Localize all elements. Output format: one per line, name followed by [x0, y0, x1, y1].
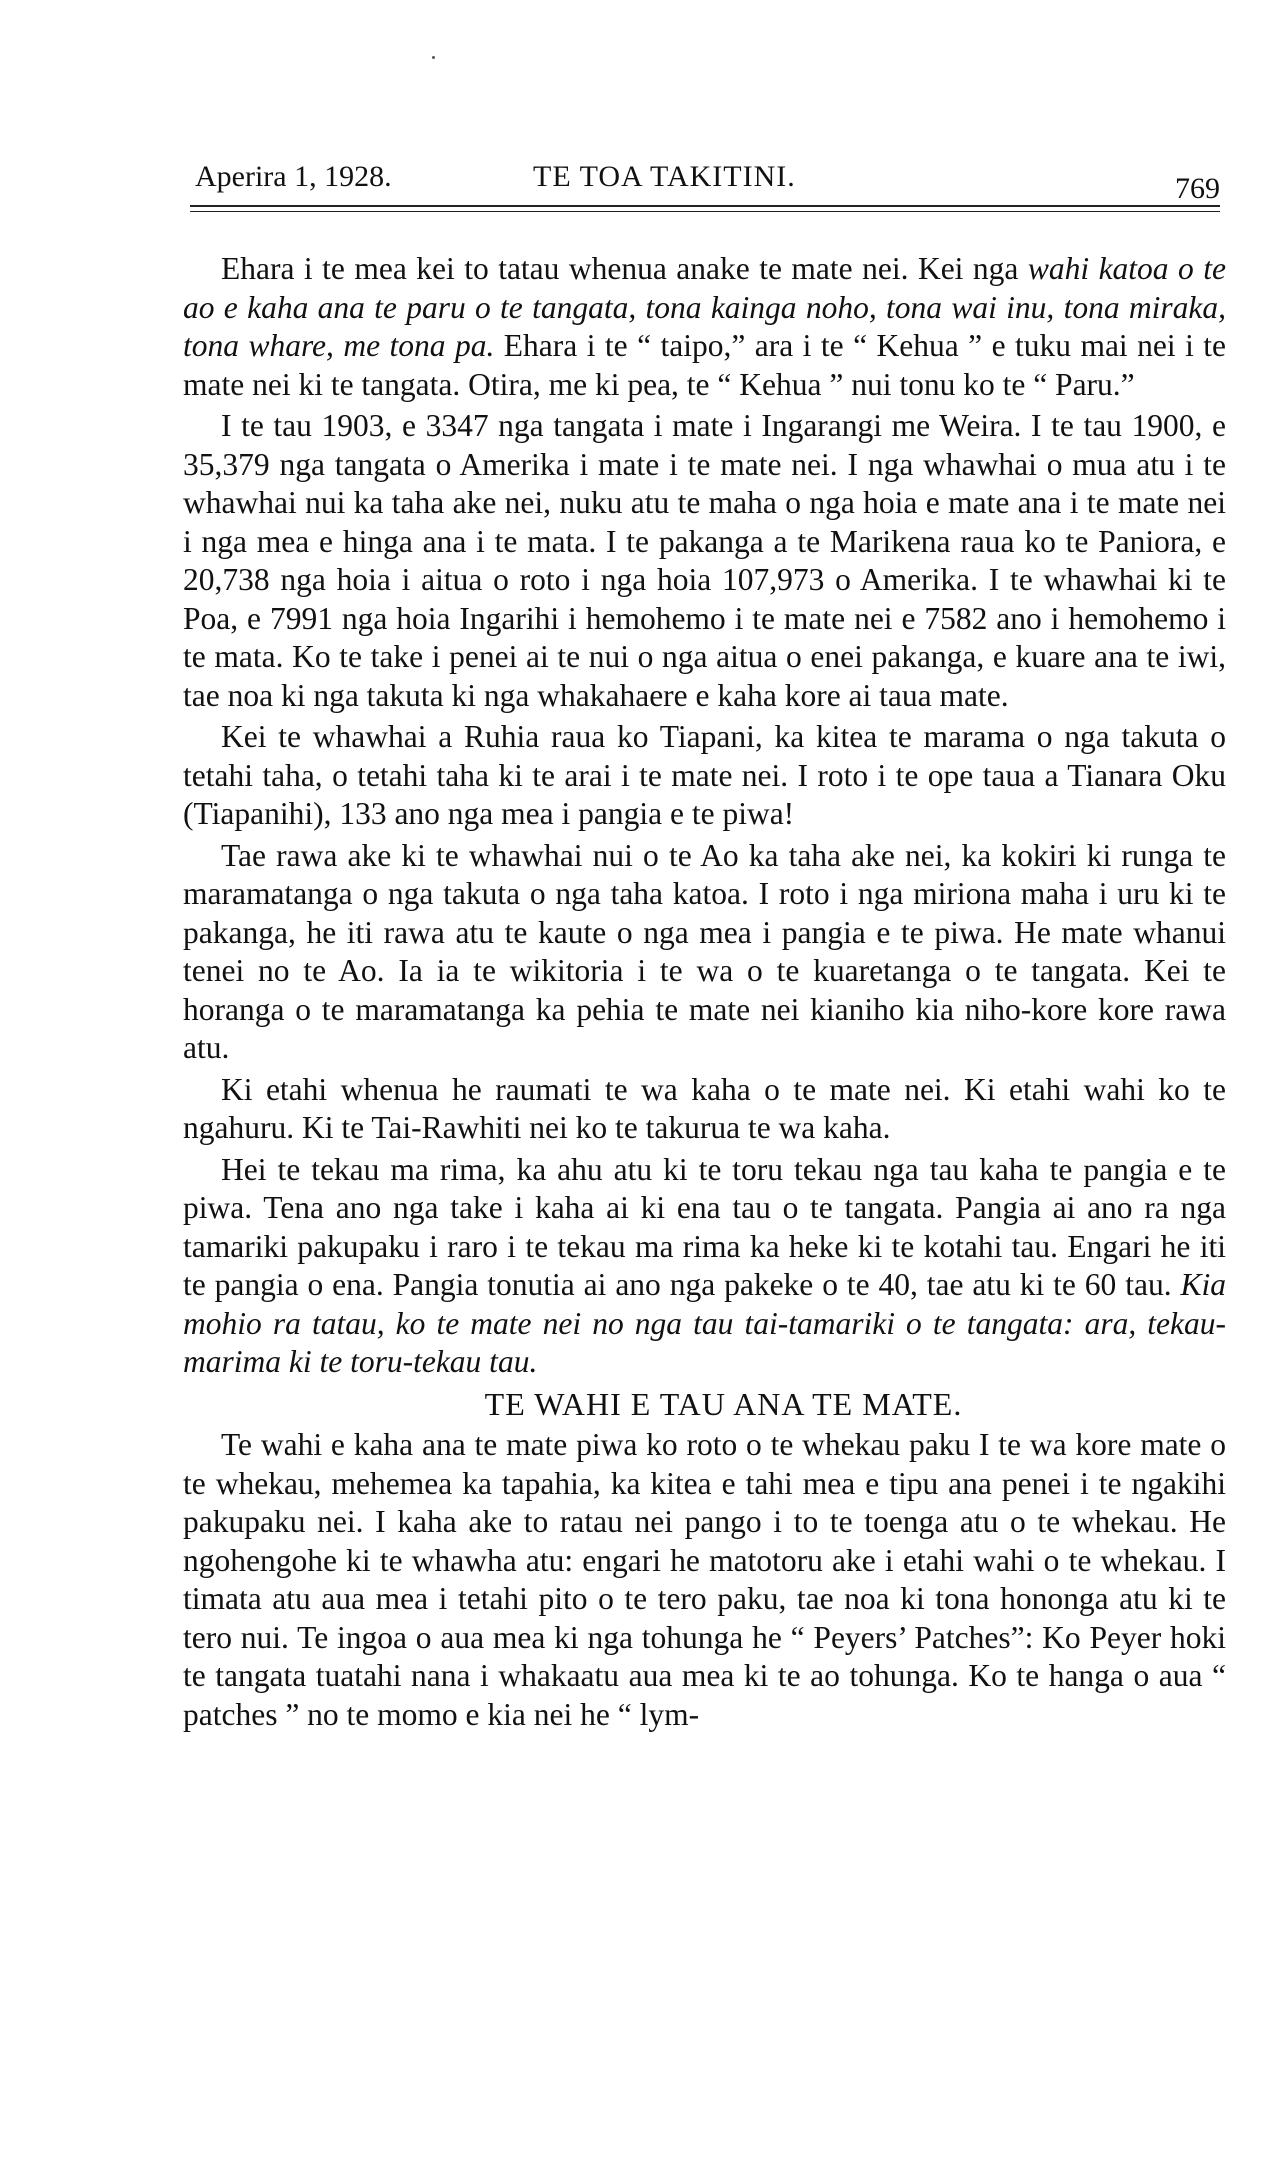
paragraph-text: Kei te whawhai a Ruhia raua ko Tiapani, ka kitea te marama o nga takuta o tetahi taha, o tetahi taha ki te arai i te mate nei. I roto i te ope taua a Tianara Oku (Tiapanihi), 133 ano nga mea i pangia e te piwa! — [183, 719, 1226, 831]
paragraph-text: Tae rawa ake ki te whawhai nui o te Ao ka taha ake nei, ka kokiri ki runga te maramatanga o nga takuta o nga taha katoa. I roto i nga miriona maha i uru ki te pakanga, he iti rawa atu te kaute o nga mea i pangia e te piwa. He mate whanui tenei no te Ao. Ia ia te wikitoria i te wa o te kuaretanga o te tangata. Kei te horanga o te maramatanga ka pehia te mate nei kianiho kia niho-kore kore rawa atu. — [183, 837, 1226, 1065]
paragraph — [183, 407, 1226, 715]
paragraph — [183, 718, 1226, 834]
paragraph-italic: wahi katoa o te ao e kaha ana te paru o te tangata, tona kainga noho, tona wai inu, tona miraka, tona whare, me tona pa. — [183, 251, 1226, 363]
header-title: TE TOA TAKITINI. — [533, 160, 796, 193]
running-header — [190, 150, 1220, 210]
paragraph-text-end: Ehara i te “ taipo,” ara i te “ Kehua ” e tuku mai nei i te mate nei ki te tangata. Otira, me ki pea, te “ Kehua ” nui tonu ko te “ Paru.” — [183, 328, 1226, 402]
paragraph-text: Ehara i te mea kei to tatau whenua anake te mate nei. Kei nga — [221, 251, 1028, 286]
paragraph — [183, 837, 1226, 1068]
paragraph-text: Ki etahi whenua he raumati te wa kaha o te mate nei. Ki etahi wahi ko te ngahuru. Ki te Tai-Rawhiti nei ko te takurua te wa kaha. — [183, 1071, 1226, 1145]
article-body — [183, 250, 1226, 1734]
page-number: 769 — [1175, 172, 1220, 205]
header-rule-thin — [190, 211, 1220, 212]
paragraph — [183, 1426, 1226, 1734]
paragraph — [183, 1071, 1226, 1148]
header-date: Aperira 1, 1928. — [195, 160, 392, 193]
header-rule — [190, 205, 1220, 207]
paragraph — [183, 1151, 1226, 1382]
scan-speck — [432, 56, 435, 59]
paragraph — [183, 250, 1226, 404]
paragraph-text: I te tau 1903, e 3347 nga tangata i mate i Ingarangi me Weira. I te tau 1900, e 35,379 nga tangata o Amerika i mate i te mate nei. I nga whawhai o mua atu i te whawhai nui ka taha ake nei, nuku atu te maha o nga hoia e mate ana i te mate nei i nga mea e hinga ana i te mata. I te pakanga a te Marikena raua ko te Paniora, e 20,738 nga hoia i aitua o roto i nga hoia 107,973 o Amerika. I te whawhai ki te Poa, e 7991 nga hoia Ingarihi i hemohemo i te mate nei e 7582 ano i hemohemo i te mata. Ko te take i penei ai te nui o nga aitua o enei pakanga, e kuare ana te iwi, tae noa ki nga takuta ki nga whakahaere e kaha kore ai taua mate. — [183, 408, 1226, 713]
paragraph-text: Hei te tekau ma rima, ka ahu atu ki te toru tekau nga tau kaha te pangia e te piwa. Tena ano nga take i kaha ai ki ena tau o te tangata. Pangia ai ano ra nga tamariki pakupaku i raro i te tekau ma rima ka heke ki te kotahi tau. Engari he iti te pangia o ena. Pangia tonutia ai ano nga pakeke o te 40, tae atu ki te 60 tau. — [183, 1151, 1226, 1302]
paragraph-text: Te wahi e kaha ana te mate piwa ko roto o te whekau paku I te wa kore mate o te whekau, mehemea ka tapahia, ka kitea e tahi mea e tipu ana penei i te ngakihi pakupaku nei. I kaha ake to ratau nei pango i to te toenga atu o te whekau. He ngohengohe ki te whawha atu: engari he matotoru ake i etahi wahi o te whekau. I timata atu aua mea i tetahi pito o te tero paku, tae noa ki tona hononga atu ki te tero nui. Te ingoa o aua mea ki nga tohunga he “ Peyers’ Patches”: Ko Peyer hoki te tangata tuatahi nana i whakaatu aua mea ki te ao tohunga. Ko te hanga o aua “ patches ” no te momo e kia nei he “ lym- — [183, 1427, 1226, 1732]
paragraph-italic: Kia mohio ra tatau, ko te mate nei no nga tau tai-tamariki o te tangata: ara, tekau-marima ki te toru-tekau tau. — [183, 1267, 1226, 1379]
section-heading: TE WAHI E TAU ANA TE MATE. — [484, 1385, 963, 1422]
